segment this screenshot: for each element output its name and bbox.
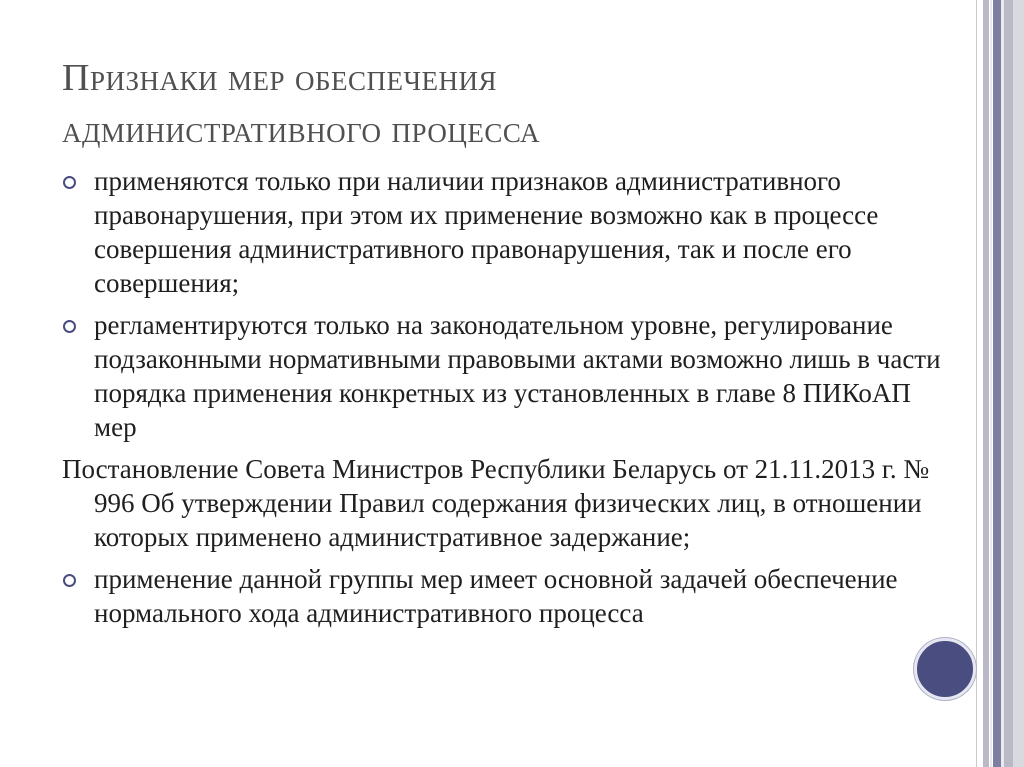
decorative-stripe xyxy=(1013,0,1024,767)
bullet-item xyxy=(62,562,942,630)
bullet-item xyxy=(62,308,942,444)
decorative-stripe xyxy=(993,0,1001,767)
title-line-1: Признаки мер обеспечения xyxy=(62,57,498,99)
slide-body xyxy=(62,164,942,638)
plain-paragraph xyxy=(62,452,942,554)
decorative-circle xyxy=(914,638,976,700)
ring-bullet-icon xyxy=(63,574,76,587)
title-line-2: административного процесса xyxy=(62,109,541,151)
decorative-stripe xyxy=(1004,0,1013,767)
slide-title xyxy=(62,52,942,156)
paragraph-text: Постановление Совета Министров Республики Беларусь от 21.11.2013 г. № 996 Об утверждении Правил содержания физических лиц, в отношении которых применено административное задержание; xyxy=(62,454,930,552)
ring-bullet-icon xyxy=(63,176,76,189)
decorative-stripe xyxy=(983,0,989,767)
ring-bullet-icon xyxy=(63,320,76,333)
bullet-item xyxy=(62,164,942,300)
decorative-stripe xyxy=(990,0,992,767)
bullet-text: применяются только при наличии признаков административного правонарушения, при этом их применение возможно как в процессе совершения административного правонарушения, так и после его совершения; xyxy=(94,166,879,298)
bullet-text: регламентируются только на законодательном уровне, регулирование подзаконными нормативными правовыми актами возможно лишь в части порядка применения конкретных из установленных в главе 8 ПИКоАП мер xyxy=(94,310,941,442)
decorative-stripe xyxy=(976,0,977,767)
bullet-text: применение данной группы мер имеет основной задачей обеспечение нормального хода административного процесса xyxy=(94,564,898,628)
